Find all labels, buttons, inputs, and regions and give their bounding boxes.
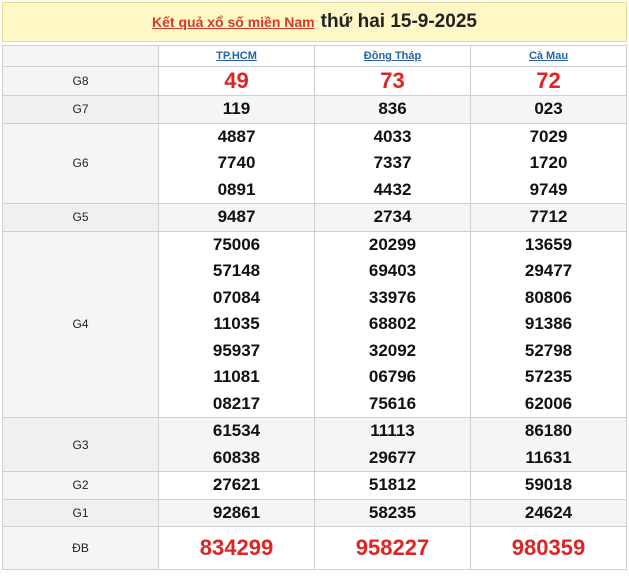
result-number: 11035 bbox=[213, 314, 260, 333]
prize-label: ĐB bbox=[3, 527, 159, 570]
prize-row-g2 bbox=[3, 472, 627, 500]
result-number: 08217 bbox=[212, 393, 261, 413]
lottery-results-table bbox=[2, 45, 627, 570]
result-number: 7029 bbox=[529, 126, 568, 146]
result-cell bbox=[471, 499, 627, 527]
result-number: 11113 bbox=[370, 421, 415, 440]
result-cell bbox=[471, 123, 627, 204]
result-cell bbox=[471, 96, 627, 124]
result-number: 4887 bbox=[217, 126, 256, 146]
result-cell bbox=[471, 67, 627, 96]
result-number: 4033 bbox=[373, 126, 412, 146]
result-number: 75006 bbox=[212, 234, 261, 254]
result-cell bbox=[471, 231, 627, 418]
result-number: 92861 bbox=[212, 502, 261, 522]
region-results-link[interactable]: Kết quả xổ số miền Nam bbox=[152, 14, 315, 30]
prize-label: G1 bbox=[3, 499, 159, 527]
results-body bbox=[3, 67, 627, 570]
result-number: 20299 bbox=[368, 234, 417, 254]
result-number: 69403 bbox=[368, 261, 417, 280]
province-header-row bbox=[3, 46, 627, 67]
result-number: 80806 bbox=[524, 287, 573, 307]
result-cell bbox=[471, 472, 627, 500]
result-number: 7712 bbox=[529, 207, 568, 226]
result-number: 07084 bbox=[212, 287, 261, 307]
result-number: 11081 bbox=[213, 367, 260, 386]
result-cell bbox=[159, 499, 315, 527]
result-number: 06796 bbox=[368, 367, 417, 386]
prize-label: G2 bbox=[3, 472, 159, 500]
result-number: 57148 bbox=[212, 261, 261, 280]
result-cell bbox=[315, 418, 471, 472]
result-cell bbox=[315, 499, 471, 527]
result-cell bbox=[315, 67, 471, 96]
prize-row-g5 bbox=[3, 204, 627, 232]
result-number: 60838 bbox=[212, 447, 261, 467]
result-number: 9487 bbox=[217, 207, 256, 226]
result-cell bbox=[159, 472, 315, 500]
results-header bbox=[2, 2, 627, 42]
result-number: 11631 bbox=[525, 447, 572, 467]
prize-row-g1 bbox=[3, 499, 627, 527]
prize-label: G3 bbox=[3, 418, 159, 472]
result-number: 023 bbox=[534, 99, 563, 118]
result-number: 49 bbox=[224, 68, 249, 93]
result-number: 51812 bbox=[368, 475, 417, 494]
prize-row-g6 bbox=[3, 123, 627, 204]
result-number: 7337 bbox=[373, 153, 412, 172]
result-number: 13659 bbox=[524, 234, 573, 254]
result-number: 32092 bbox=[368, 340, 417, 360]
result-number: 24624 bbox=[524, 502, 573, 522]
prize-label: G8 bbox=[3, 67, 159, 96]
result-cell bbox=[159, 527, 315, 570]
result-number: 73 bbox=[380, 68, 405, 93]
result-number: 75616 bbox=[368, 393, 417, 413]
result-cell bbox=[315, 527, 471, 570]
draw-date-title: thứ hai 15-9-2025 bbox=[320, 11, 477, 32]
result-number: 980359 bbox=[511, 535, 586, 560]
prize-label: G5 bbox=[3, 204, 159, 232]
province-link-tphcm[interactable]: TP.HCM bbox=[216, 50, 257, 62]
result-cell bbox=[315, 123, 471, 204]
result-number: 834299 bbox=[199, 535, 274, 560]
province-header-tphcm bbox=[159, 46, 315, 67]
province-header-ca-mau bbox=[471, 46, 627, 67]
result-cell bbox=[471, 527, 627, 570]
result-number: 7740 bbox=[217, 153, 256, 172]
result-cell bbox=[159, 418, 315, 472]
result-number: 29677 bbox=[368, 447, 417, 467]
result-number: 57235 bbox=[524, 367, 573, 386]
prize-column-header bbox=[3, 46, 159, 67]
result-number: 61534 bbox=[212, 421, 261, 440]
prize-row-db bbox=[3, 527, 627, 570]
prize-row-g7 bbox=[3, 96, 627, 124]
province-link-ca-mau[interactable]: Cà Mau bbox=[528, 50, 569, 62]
result-number: 52798 bbox=[524, 340, 573, 360]
result-cell bbox=[159, 231, 315, 418]
result-cell bbox=[159, 96, 315, 124]
result-cell bbox=[159, 123, 315, 204]
result-number: 836 bbox=[378, 99, 407, 118]
result-number: 91386 bbox=[524, 314, 573, 333]
result-number: 1720 bbox=[529, 153, 568, 172]
result-number: 68802 bbox=[368, 314, 417, 333]
result-cell bbox=[159, 204, 315, 232]
result-cell bbox=[471, 418, 627, 472]
prize-label: G6 bbox=[3, 123, 159, 204]
province-header-dong-thap bbox=[315, 46, 471, 67]
result-cell bbox=[159, 67, 315, 96]
province-link-dong-thap[interactable]: Đồng Tháp bbox=[363, 50, 422, 62]
result-number: 95937 bbox=[212, 340, 261, 360]
prize-label: G7 bbox=[3, 96, 159, 124]
prize-row-g4 bbox=[3, 231, 627, 418]
result-number: 58235 bbox=[368, 502, 417, 522]
prize-label: G4 bbox=[3, 231, 159, 418]
results-container bbox=[2, 2, 627, 570]
result-number: 119 bbox=[222, 99, 251, 118]
result-number: 4432 bbox=[373, 179, 412, 199]
result-cell bbox=[315, 96, 471, 124]
result-cell bbox=[315, 204, 471, 232]
result-number: 72 bbox=[536, 68, 561, 93]
result-cell bbox=[315, 472, 471, 500]
result-number: 86180 bbox=[524, 421, 573, 440]
result-number: 27621 bbox=[212, 475, 261, 494]
result-number: 33976 bbox=[368, 287, 417, 307]
result-cell bbox=[315, 231, 471, 418]
result-number: 29477 bbox=[524, 261, 573, 280]
result-number: 9749 bbox=[529, 179, 568, 199]
result-number: 59018 bbox=[524, 475, 573, 494]
result-number: 958227 bbox=[355, 535, 430, 560]
prize-row-g3 bbox=[3, 418, 627, 472]
result-number: 0891 bbox=[217, 179, 256, 199]
prize-row-g8 bbox=[3, 67, 627, 96]
result-cell bbox=[471, 204, 627, 232]
result-number: 62006 bbox=[524, 393, 573, 413]
result-number: 2734 bbox=[373, 207, 412, 226]
